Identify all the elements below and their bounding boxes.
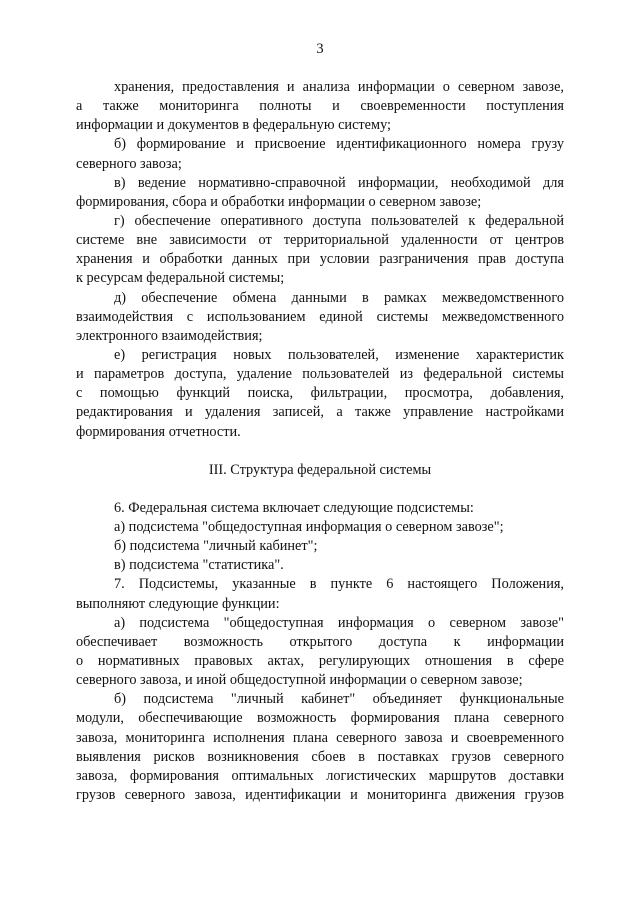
paragraph bbox=[76, 556, 564, 575]
text-line: и параметров доступа, удаление пользователей из федеральной системы bbox=[76, 366, 564, 383]
text-line: б) подсистема "личный кабинет" объединяет функциональные bbox=[114, 691, 564, 708]
text-line: обеспечивает возможность открытого доступа к информации bbox=[76, 633, 564, 650]
text-line: завоза, мониторинга исполнения плана северного завоза и своевременного bbox=[76, 729, 564, 746]
paragraph bbox=[76, 575, 564, 613]
paragraphs-before-heading bbox=[76, 78, 564, 442]
paragraph bbox=[76, 212, 564, 289]
paragraph bbox=[76, 614, 564, 691]
text-line: взаимодействия с использованием единой системы межведомственного bbox=[76, 308, 564, 325]
text-line: к ресурсам федеральной системы; bbox=[76, 270, 285, 287]
text-line: о нормативных правовых актах, регулирующих отношения в сфере bbox=[76, 652, 564, 669]
text-line: завоза, формирования оптимальных логистических маршрутов доставки bbox=[76, 767, 564, 784]
text-line: хранения, предоставления и анализа информации о северном завозе, bbox=[114, 79, 564, 95]
paragraphs-after-heading bbox=[76, 499, 564, 805]
page-number: 3 bbox=[316, 41, 324, 57]
text-line: модули, обеспечивающие возможность формирования плана северного bbox=[76, 710, 564, 727]
text-line: редактирования и удаления записей, а также управление настройками bbox=[76, 404, 564, 421]
paragraph bbox=[76, 78, 564, 135]
paragraph bbox=[76, 518, 564, 537]
text-line: информации и документов в федеральную систему; bbox=[76, 117, 392, 134]
paragraph bbox=[76, 537, 564, 556]
paragraph bbox=[76, 135, 564, 173]
paragraph bbox=[76, 499, 564, 518]
text-line: выявления рисков возникновения сбоев в поставках грузов северного bbox=[76, 748, 564, 765]
paragraph bbox=[76, 346, 564, 442]
text-line: б) подсистема "личный кабинет"; bbox=[114, 538, 318, 555]
document-body bbox=[76, 78, 564, 805]
text-line: формирования отчетности. bbox=[76, 423, 241, 440]
section-heading: III. Структура федеральной системы bbox=[208, 461, 432, 478]
paragraph bbox=[76, 690, 564, 805]
text-line: а также мониторинга полноты и своевременности поступления bbox=[76, 98, 564, 115]
text-line: б) формирование и присвоение идентификационного номера грузу bbox=[114, 136, 564, 153]
text-line: 7. Подсистемы, указанные в пункте 6 настоящего Положения, bbox=[114, 576, 564, 593]
text-line: с помощью функций поиска, фильтрации, просмотра, добавления, bbox=[76, 385, 564, 402]
text-line: хранения и обработки данных при условии разграничения прав доступа bbox=[76, 251, 564, 268]
text-line: формирования, сбора и обработки информации о северном завозе; bbox=[76, 193, 482, 210]
text-line: северного завоза; bbox=[76, 155, 182, 172]
text-line: 6. Федеральная система включает следующие подсистемы: bbox=[114, 499, 474, 516]
text-line: выполняют следующие функции: bbox=[76, 595, 280, 612]
text-line: в) ведение нормативно-справочной информации, необходимой для bbox=[114, 174, 564, 191]
text-line: грузов северного завоза, идентификации и мониторинга движения грузов bbox=[76, 786, 564, 803]
text-line: д) обеспечение обмена данными в рамках межведомственного bbox=[114, 289, 564, 306]
paragraph bbox=[76, 289, 564, 346]
text-line: г) обеспечение оперативного доступа пользователей к федеральной bbox=[114, 212, 564, 229]
text-line: электронного взаимодействия; bbox=[76, 327, 263, 344]
text-line: северного завоза, и иной общедоступной информации о северном завозе; bbox=[76, 672, 523, 689]
text-line: системе вне зависимости от территориальной удаленности от центров bbox=[76, 232, 564, 249]
text-line: в) подсистема "статистика". bbox=[114, 557, 284, 574]
text-line: а) подсистема "общедоступная информация о северном завозе"; bbox=[114, 518, 504, 535]
text-line: а) подсистема "общедоступная информация о северном завозе" bbox=[114, 614, 564, 631]
paragraph bbox=[76, 174, 564, 212]
text-line: е) регистрация новых пользователей, изменение характеристик bbox=[114, 346, 564, 363]
